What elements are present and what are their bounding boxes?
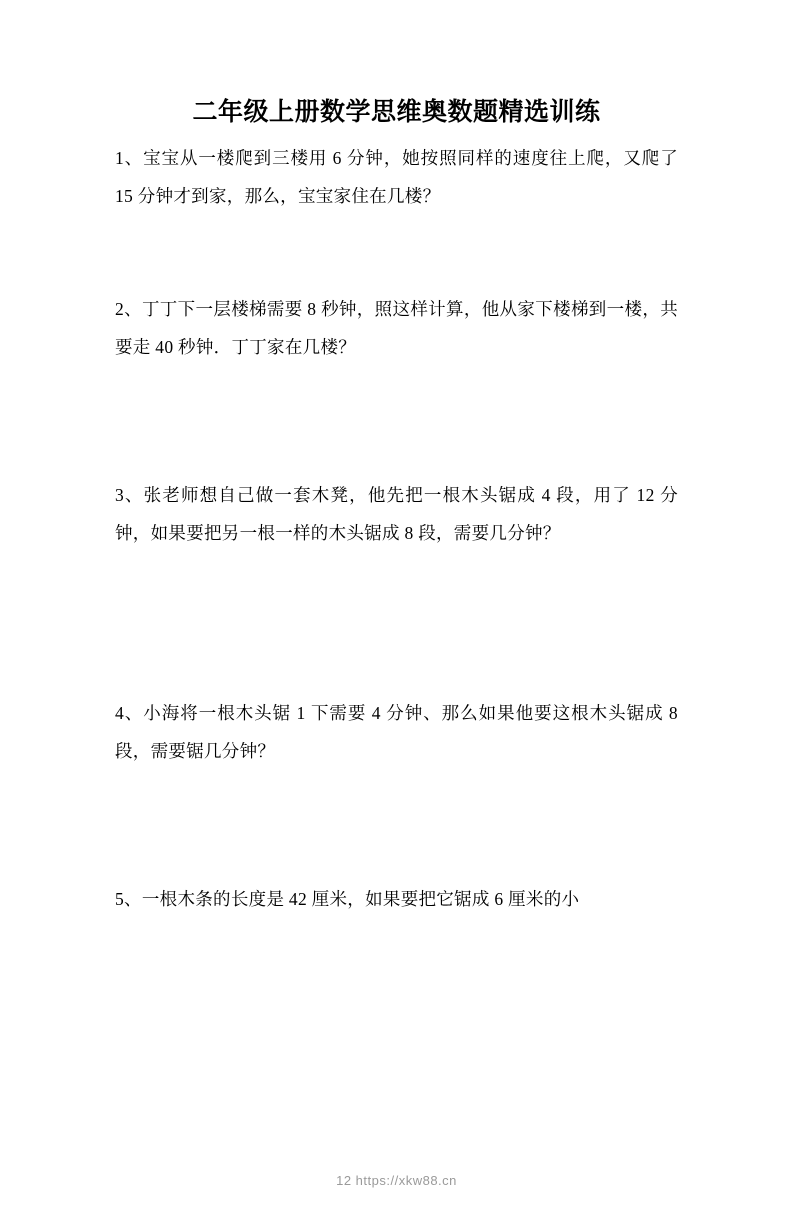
problem-item-3: 3、张老师想自己做一套木凳，他先把一根木头锯成 4 段，用了 12 分钟，如果要把另一根一样的木头锯成 8 段，需要几分钟？ — [115, 484, 678, 543]
document-page — [0, 96, 793, 1218]
page-title: 二年级上册数学思维奥数题精选训练 — [192, 98, 601, 126]
problem-item-5: 5、一根木条的长度是 42 厘米，如果要把它锯成 6 厘米的小 — [115, 888, 580, 909]
problem-item-4: 4、小海将一根木头锯 1 下需要 4 分钟、那么如果他要这根木头锯成 8 段，需要锯几分钟？ — [115, 702, 678, 761]
problem-item-1: 1、宝宝从一楼爬到三楼用 6 分钟，她按照同样的速度往上爬，又爬了 15 分钟才到家，那么，宝宝家住在几楼？ — [115, 147, 678, 206]
page-footer: 12 https://xkw88.cn — [336, 1173, 457, 1188]
problem-item-2: 2、丁丁下一层楼梯需要 8 秒钟，照这样计算，他从家下楼梯到一楼，共要走 40 秒钟．丁丁家在几楼？ — [115, 298, 678, 357]
